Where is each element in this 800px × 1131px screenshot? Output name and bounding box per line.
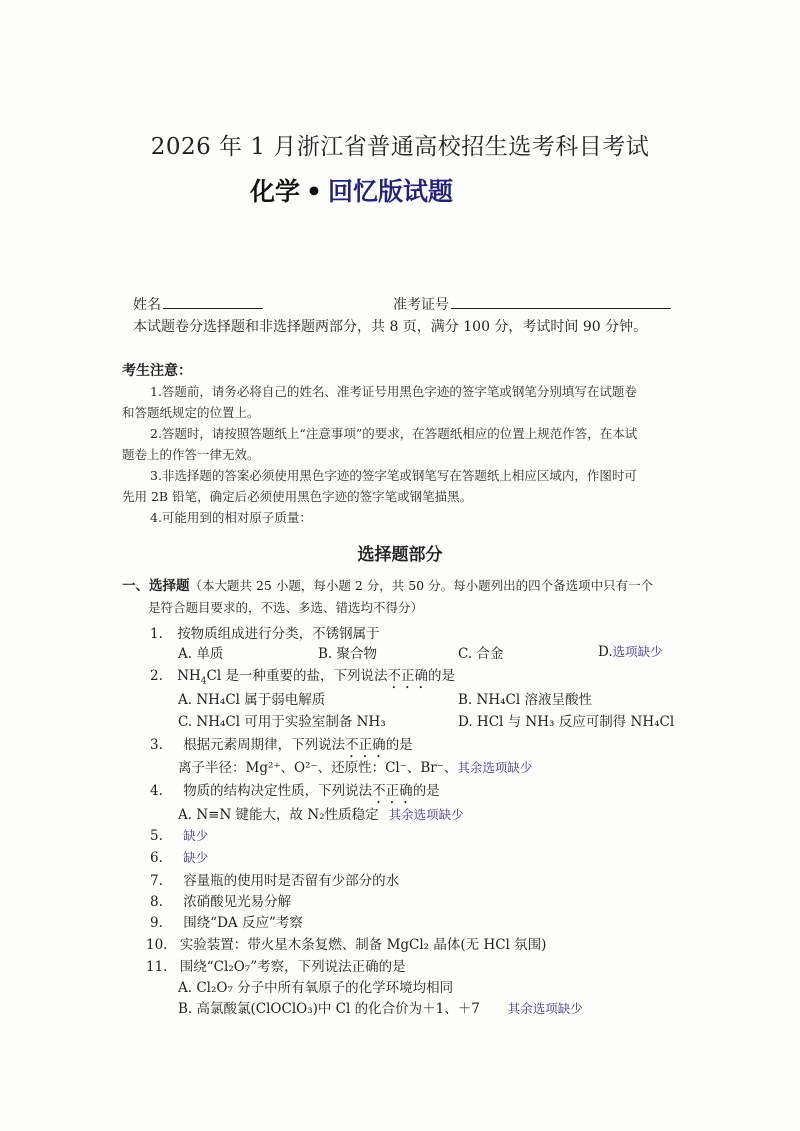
option-text: B. 高氯酸氯(ClOClO₃)中 Cl 的化合价为＋1、＋7 [178,1001,480,1017]
missing-note: 其余选项缺少 [457,760,533,775]
question-number: 11. [146,959,168,975]
question-stem: 围绕“Cl₂O₇”考察，下列说法正确的是 [179,959,406,975]
option-a: A. NH₄Cl 属于弱电解质 [178,692,326,708]
option-c: C. 合金 [458,646,504,662]
option-b: B. NH₄Cl 溶液呈酸性 [458,692,592,708]
missing-note: 缺少 [183,828,209,843]
name-field [133,294,263,314]
question-number: 1. [150,626,163,642]
note-line: 题卷上的作答一律无效。 [122,447,260,462]
option-text: A. N≡N 键能大，故 N₂性质稳定 [178,807,379,823]
section-title: 选择题部分 [357,545,443,565]
note-line: 3.非选择题的答案必须使用黑色字迹的签字笔或钢笔写在答题纸上相应区域内，作图时可 [150,468,637,483]
question-11 [146,955,406,975]
option-a: A. 单质 [178,646,224,662]
intro-text: 本试题卷分选择题和非选择题两部分，共 8 页，满分 100 分，考试时间 90 分钟。 [133,319,648,335]
question-stem: 按物质组成进行分类，不锈钢属于 [177,626,380,642]
question-stem: $NH_4Cl$ 是一种重要的盐，下列说法不正确的是 [177,668,455,687]
question-number: 9. [150,915,163,931]
note-line: 2.答题时，请按照答题纸上“注意事项”的要求，在答题纸相应的位置上规范作答，在本试 [150,426,638,441]
note-line: 4.可能用到的相对原子质量： [150,510,312,525]
missing-note: 选项缺少 [612,644,663,659]
question-7 [150,869,399,889]
option-b [178,997,583,1017]
question-stem: 根据元素周期律，下列说法不正确的是 [183,737,413,753]
note-line: 先用 2B 铅笔，确定后必须使用黑色字迹的签字笔或钢笔描黑。 [122,489,473,504]
question-stem: 容量瓶的使用时是否留有少部分的水 [183,873,400,889]
subject-label: 化学 [250,177,301,206]
id-blank[interactable] [451,294,671,309]
option-c: C. NH₄Cl 可用于实验室制备 NH₃ [178,714,386,730]
note-line: 1.答题前，请务必将自己的姓名、准考证号用黑色字迹的签字笔或钢笔分别填写在试题卷 [150,384,637,399]
part1-heading: 一、选择题 [122,578,190,594]
missing-note: 其余选项缺少 [507,1001,583,1016]
option-d-label: D. [598,644,613,660]
subtitle-label: 回忆版试题 [328,177,454,206]
question-number: 2. [150,668,163,684]
option-b: B. 聚合物 [318,646,378,662]
option-d: D. HCl 与 NH₃ 反应可制得 NH₄Cl [458,714,675,730]
question-10 [146,933,546,953]
part1-desc-cont: 是符合题目要求的，不选、多选、错选均不得分） [148,600,424,615]
question-6 [150,848,208,866]
question-stem: 实验装置：带火星木条复燃、制备 MgCl₂ 晶体(无 HCl 氛围) [179,937,547,953]
id-field [393,294,671,314]
question-number: 3. [150,737,163,753]
question-number: 7. [150,873,163,889]
question-number: 10. [146,937,168,953]
question-number: 4. [150,783,163,799]
question-8 [150,890,291,910]
question-number: 8. [150,894,163,910]
question-1 [150,622,380,642]
notes-title: 考生注意： [122,363,192,379]
part1-header [122,574,653,594]
option-a [178,803,464,823]
question-number: 5. [150,828,163,844]
note-line: 和答题纸规定的位置上。 [122,405,260,420]
question-stem: 围绕“DA 反应”考察 [183,915,303,931]
exam-subtitle [250,172,453,208]
part1-desc: （本大题共 25 小题，每小题 2 分，共 50 分。每小题列出的四个备选项中只有一个 [189,578,654,593]
question-number: 6. [150,850,163,866]
name-label: 姓名 [133,297,161,313]
question-stem: 物质的结构决定性质，下列说法不正确的是 [183,783,440,799]
question-9 [150,911,303,931]
option-d [598,642,663,660]
question-5 [150,826,208,844]
question-3-line [178,756,532,776]
exam-title: 2026 年 1 月浙江省普通高校招生选考科目考试 [150,134,650,160]
id-label: 准考证号 [393,297,449,313]
missing-note: 缺少 [183,850,209,865]
missing-note: 其余选项缺少 [388,807,464,822]
name-blank[interactable] [163,294,263,309]
option-text: 离子半径：Mg²⁺、O²⁻、还原性：Cl⁻、Br⁻、 [178,760,458,776]
separator-dot: • [306,177,322,206]
question-stem: 浓硝酸见光易分解 [183,894,292,910]
option-a: A. Cl₂O₇ 分子中所有氧原子的化学环境均相同 [178,980,454,996]
